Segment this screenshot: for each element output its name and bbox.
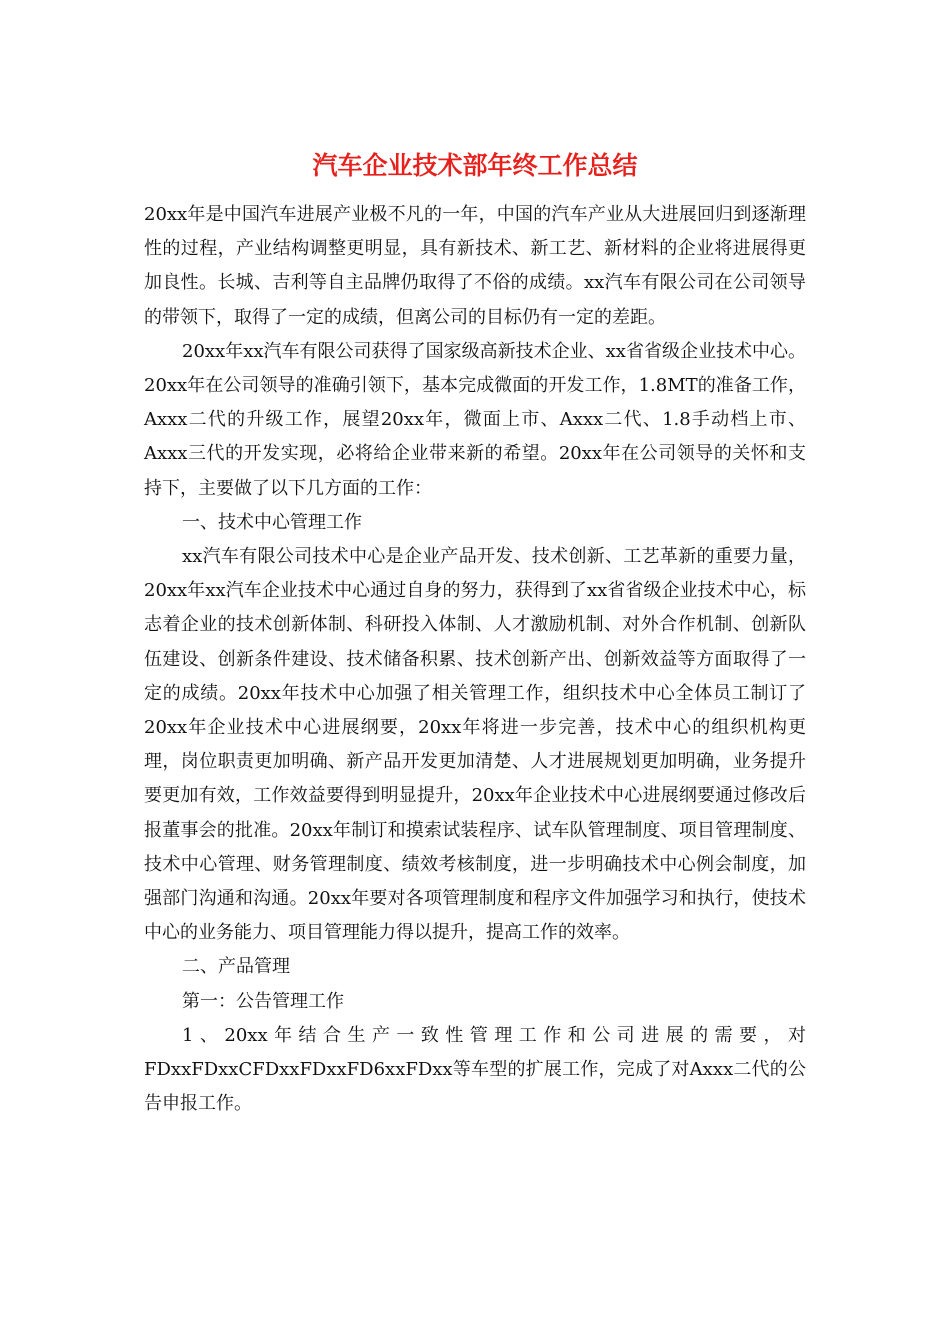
paragraph-tech-center: xx汽车有限公司技术中心是企业产品开发、技术创新、工艺革新的重要力量，20xx年xx汽车企业技术中心通过自身的努力，获得到了xx省省级企业技术中心，标志着企业的技术创新体制、科研投入体制、人才激励机制、对外合作机制、创新队伍建设、创新条件建设、技术储备积累、技术创新产出、创新效益等方面取得了一定的成绩。20xx年技术中心加强了相关管理工作，组织技术中心全体员工制订了20xx年企业技术中心进展纲要，20xx年将进一步完善，技术中心的组织机构更理，岗位职责更加明确、新产品开发更加清楚、人才进展规划更加明确，业务提升要更加有效，工作效益要得到明显提升，20xx年企业技术中心进展纲要通过修改后报董事会的批准。20xx年制订和摸索试装程序、试车队管理制度、项目管理制度、技术中心管理、财务管理制度、绩效考核制度，进一步明确技术中心例会制度，加强部门沟通和沟通。20xx年要对各项管理制度和程序文件加强学习和执行，使技术中心的业务能力、项目管理能力得以提升，提高工作的效率。 (144, 546, 806, 944)
paragraph-intro: 20xx年是中国汽车进展产业极不凡的一年，中国的汽车产业从大进展回归到逐渐理性的过程，产业结构调整更明显，具有新技术、新工艺、新材料的企业将进展得更加良性。长城、吉利等自主品牌仍取得了不俗的成绩。xx汽车有限公司在公司领导的带领下，取得了一定的成绩，但离公司的目标仍有一定的差距。 (144, 204, 806, 328)
document-title: 汽车企业技术部年终工作总结 (312, 151, 638, 180)
subsection-heading-announcement: 第一：公告管理工作 (182, 990, 344, 1012)
document-body (144, 198, 806, 1121)
paragraph-overview: 20xx年xx汽车有限公司获得了国家级高新技术企业、xx省省级企业技术中心。20xx年在公司领导的准确引领下，基本完成微面的开发工作，1.8MT的准备工作，Axxx二代的升级工作，展望20xx年，微面上市、Axxx二代、1.8手动档上市、Axxx三代的开发实现，必将给企业带来新的希望。20xx年在公司领导的关怀和支持下，主要做了以下几方面的工作： (144, 340, 806, 499)
section-heading-tech-center: 一、技术中心管理工作 (182, 511, 362, 533)
section-heading-product: 二、产品管理 (182, 956, 290, 978)
paragraph-announcement-item-1: 1、20xx年结合生产一致性管理工作和公司进展的需要，对FDxxFDxxCFDxxFDxxFD6xxFDxx等车型的扩展工作，完成了对Axxx二代的公告申报工作。 (144, 1024, 806, 1115)
